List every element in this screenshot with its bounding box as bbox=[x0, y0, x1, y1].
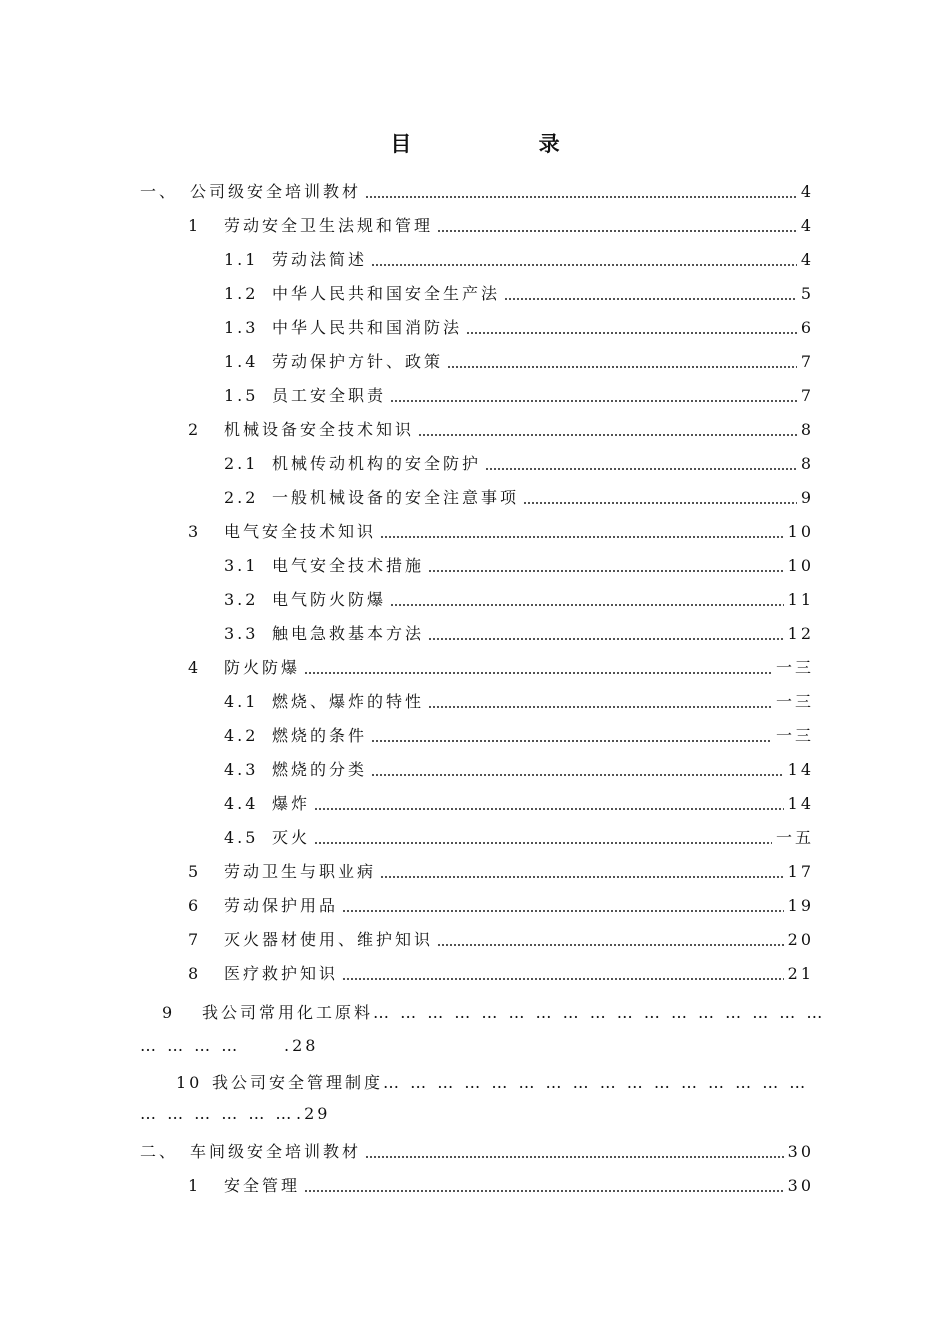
toc-number: 一、 bbox=[140, 182, 179, 201]
toc-number: 9 bbox=[162, 1003, 176, 1022]
toc-number: 1.1 bbox=[224, 250, 259, 269]
toc-number: 8 bbox=[188, 964, 202, 983]
toc-page: 30 bbox=[787, 1176, 814, 1195]
toc-number: 10 bbox=[176, 1073, 203, 1092]
toc-entry[interactable] bbox=[224, 788, 814, 814]
toc-page: 7 bbox=[800, 352, 814, 371]
toc-label: 劳动法简述 bbox=[272, 250, 368, 269]
toc-page: 一三 bbox=[775, 726, 814, 745]
dot-leader bbox=[418, 434, 797, 436]
toc-page: 21 bbox=[787, 964, 814, 983]
toc-page: .28 bbox=[284, 1036, 319, 1055]
toc-page: 6 bbox=[800, 318, 814, 337]
toc-label: 触电急救基本方法 bbox=[272, 624, 425, 643]
dot-leader bbox=[437, 230, 797, 232]
toc-title: 目 录 bbox=[390, 131, 620, 156]
toc-label: 一般机械设备的安全注意事项 bbox=[272, 488, 520, 507]
toc-label: 我公司常用化工原料 bbox=[202, 1003, 374, 1022]
toc-entry[interactable] bbox=[224, 686, 814, 712]
toc-label: 中华人民共和国消防法 bbox=[272, 318, 463, 337]
toc-label: 防火防爆 bbox=[224, 658, 301, 677]
toc-label: 电气安全技术措施 bbox=[272, 556, 425, 575]
toc-page: 一五 bbox=[775, 828, 814, 847]
toc-number: 3.3 bbox=[224, 624, 259, 643]
toc-entry[interactable] bbox=[224, 822, 814, 848]
toc-label: 机械设备安全技术知识 bbox=[224, 420, 415, 439]
toc-number: 3.1 bbox=[224, 556, 259, 575]
dot-leader bbox=[523, 502, 797, 504]
dot-leader bbox=[447, 366, 797, 368]
dot-leader bbox=[428, 638, 784, 640]
toc-label: 员工安全职责 bbox=[272, 386, 387, 405]
toc-entry[interactable] bbox=[224, 346, 814, 372]
toc-entry[interactable] bbox=[188, 856, 814, 882]
toc-entry[interactable] bbox=[188, 516, 814, 542]
toc-entry[interactable] bbox=[188, 652, 814, 678]
toc-label: 机械传动机构的安全防护 bbox=[272, 454, 482, 473]
toc-entry[interactable] bbox=[188, 210, 814, 236]
dot-leader bbox=[504, 298, 797, 300]
toc-label: 灭火 bbox=[272, 828, 311, 847]
toc-number: 6 bbox=[188, 896, 202, 915]
toc-page: .29 bbox=[296, 1104, 331, 1123]
toc-number: 3 bbox=[188, 522, 202, 541]
toc-entry[interactable] bbox=[224, 278, 814, 304]
toc-number: 7 bbox=[188, 930, 202, 949]
toc-label: 劳动卫生与职业病 bbox=[224, 862, 377, 881]
toc-page: 9 bbox=[800, 488, 814, 507]
toc-number: 3.2 bbox=[224, 590, 259, 609]
toc-page: 19 bbox=[787, 896, 814, 915]
toc-label: 电气防火防爆 bbox=[272, 590, 387, 609]
toc-page: 一三 bbox=[775, 658, 814, 677]
toc-entry-wrapped-continuation bbox=[140, 1036, 318, 1055]
dot-leader bbox=[342, 978, 784, 980]
dot-leader bbox=[380, 536, 784, 538]
dot-leader bbox=[371, 774, 784, 776]
toc-entry[interactable] bbox=[224, 754, 814, 780]
dot-leader bbox=[304, 1190, 784, 1192]
toc-page: 10 bbox=[787, 522, 814, 541]
ellipsis-leader: … … … … … … bbox=[140, 1104, 295, 1123]
toc-page: 14 bbox=[787, 794, 814, 813]
toc-entry[interactable] bbox=[224, 380, 814, 406]
dot-leader bbox=[371, 740, 772, 742]
toc-page: 11 bbox=[787, 590, 814, 609]
dot-leader bbox=[390, 604, 784, 606]
toc-entry[interactable] bbox=[224, 618, 814, 644]
toc-number: 2 bbox=[188, 420, 202, 439]
toc-number: 1.4 bbox=[224, 352, 259, 371]
toc-number: 1.5 bbox=[224, 386, 259, 405]
toc-entry[interactable] bbox=[224, 448, 814, 474]
toc-label: 燃烧、爆炸的特性 bbox=[272, 692, 425, 711]
toc-entry-wrapped[interactable] bbox=[176, 1070, 808, 1093]
toc-number: 4.1 bbox=[224, 692, 259, 711]
toc-entry-wrapped-continuation bbox=[140, 1104, 330, 1123]
toc-page: 一三 bbox=[775, 692, 814, 711]
dot-leader bbox=[428, 706, 772, 708]
dot-leader bbox=[371, 264, 797, 266]
toc-entry[interactable] bbox=[188, 1170, 814, 1196]
toc-entry[interactable] bbox=[188, 924, 814, 950]
toc-label: 劳动保护用品 bbox=[224, 896, 339, 915]
toc-entry[interactable] bbox=[188, 958, 814, 984]
toc-label: 中华人民共和国安全生产法 bbox=[272, 284, 501, 303]
toc-entry[interactable] bbox=[224, 244, 814, 270]
toc-number: 2.2 bbox=[224, 488, 259, 507]
ellipsis-leader: … … … … bbox=[140, 1036, 241, 1055]
toc-label: 我公司安全管理制度 bbox=[212, 1073, 384, 1092]
toc-page: 30 bbox=[787, 1142, 814, 1161]
toc-label: 安全管理 bbox=[224, 1176, 301, 1195]
toc-page: 20 bbox=[787, 930, 814, 949]
toc-page: 7 bbox=[800, 386, 814, 405]
toc-entry[interactable] bbox=[224, 584, 814, 610]
toc-entry[interactable] bbox=[140, 1136, 814, 1162]
toc-label: 燃烧的条件 bbox=[272, 726, 368, 745]
toc-page: 4 bbox=[800, 216, 814, 235]
toc-label: 公司级安全培训教材 bbox=[190, 182, 362, 201]
dot-leader bbox=[380, 876, 784, 878]
dot-leader bbox=[365, 1156, 784, 1158]
toc-number: 二、 bbox=[140, 1142, 179, 1161]
toc-number: 4.4 bbox=[224, 794, 259, 813]
toc-number: 4.2 bbox=[224, 726, 259, 745]
toc-number: 4.3 bbox=[224, 760, 259, 779]
ellipsis-leader: … … … … … … … … … … … … … … … … bbox=[383, 1073, 809, 1092]
toc-entry[interactable] bbox=[224, 720, 814, 746]
toc-entry[interactable] bbox=[188, 890, 814, 916]
toc-number: 1.3 bbox=[224, 318, 259, 337]
toc-page: 4 bbox=[800, 250, 814, 269]
toc-number: 1 bbox=[188, 216, 202, 235]
toc-label: 灭火器材使用、维护知识 bbox=[224, 930, 434, 949]
dot-leader bbox=[437, 944, 784, 946]
toc-entry[interactable] bbox=[188, 414, 814, 440]
toc-entry[interactable] bbox=[224, 312, 814, 338]
toc-page: 12 bbox=[787, 624, 814, 643]
dot-leader bbox=[485, 468, 797, 470]
toc-page: 5 bbox=[800, 284, 814, 303]
toc-label: 燃烧的分类 bbox=[272, 760, 368, 779]
toc-page: 4 bbox=[800, 182, 814, 201]
toc-number: 1.2 bbox=[224, 284, 259, 303]
dot-leader bbox=[304, 672, 772, 674]
toc-number: 2.1 bbox=[224, 454, 259, 473]
toc-page: 8 bbox=[800, 454, 814, 473]
toc-label: 爆炸 bbox=[272, 794, 311, 813]
toc-number: 5 bbox=[188, 862, 202, 881]
toc-page: 8 bbox=[800, 420, 814, 439]
toc-page: 14 bbox=[787, 760, 814, 779]
toc-page: 17 bbox=[787, 862, 814, 881]
toc-number: 1 bbox=[188, 1176, 202, 1195]
toc-entry[interactable] bbox=[224, 482, 814, 508]
dot-leader bbox=[314, 808, 784, 810]
dot-leader bbox=[314, 842, 772, 844]
toc-label: 车间级安全培训教材 bbox=[190, 1142, 362, 1161]
dot-leader bbox=[365, 196, 797, 198]
dot-leader bbox=[428, 570, 784, 572]
dot-leader bbox=[342, 910, 784, 912]
toc-entry[interactable] bbox=[224, 550, 814, 576]
toc-label: 电气安全技术知识 bbox=[224, 522, 377, 541]
ellipsis-leader: … … … … … … … … … … … … … … … … … bbox=[373, 1003, 826, 1022]
toc-entry-wrapped[interactable] bbox=[162, 1000, 825, 1023]
dot-leader bbox=[466, 332, 797, 334]
toc-label: 劳动安全卫生法规和管理 bbox=[224, 216, 434, 235]
toc-number: 4.5 bbox=[224, 828, 259, 847]
dot-leader bbox=[390, 400, 797, 402]
toc-label: 医疗救护知识 bbox=[224, 964, 339, 983]
toc-entry[interactable] bbox=[140, 176, 814, 202]
toc-number: 4 bbox=[188, 658, 202, 677]
toc-page: 10 bbox=[787, 556, 814, 575]
toc-label: 劳动保护方针、政策 bbox=[272, 352, 444, 371]
